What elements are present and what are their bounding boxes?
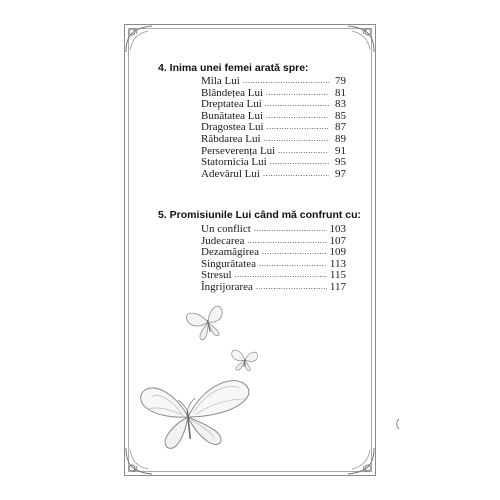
toc-page-number: 109 <box>329 246 346 259</box>
butterfly-icon <box>140 378 254 452</box>
toc-page-number: 97 <box>335 167 346 180</box>
butterfly-icon <box>230 349 259 373</box>
toc-entry-label: Adevărul Lui <box>201 167 260 180</box>
toc-entry-label: Dezamăgirea <box>201 246 260 259</box>
book-page <box>120 20 380 480</box>
toc-entry-label: Blândețea Lui <box>201 86 264 99</box>
butterfly-icon <box>185 305 227 342</box>
toc-page-number: 113 <box>329 257 346 270</box>
toc-entry-label: Judecarea <box>201 234 245 247</box>
toc-entry-label: Răbdarea Lui <box>201 132 261 145</box>
toc-page-number: 81 <box>335 86 346 99</box>
toc-entry-label: Bunătatea Lui <box>201 109 264 122</box>
section-title-5: 5. Promisiunile Lui când mă confrunt cu: <box>158 209 362 221</box>
toc-page-number: 87 <box>335 121 346 134</box>
toc-page-number: 91 <box>335 144 346 157</box>
toc-page-number: 103 <box>329 223 346 235</box>
toc-entry-label: Singurătatea <box>201 257 256 270</box>
toc-entry-label: Un conflict <box>201 223 251 235</box>
toc-page-number: 95 <box>335 156 346 169</box>
toc-page-number: 117 <box>329 280 346 293</box>
toc-entry-label: Dreptatea Lui <box>201 98 262 111</box>
butterfly-illustration <box>120 20 380 480</box>
toc-page-number: 107 <box>329 234 346 247</box>
toc-entry-label: Dragostea Lui <box>201 121 264 134</box>
toc-page-number: 89 <box>335 132 346 145</box>
toc-page-number: 83 <box>335 98 346 111</box>
toc-entry-label: Statornicia Lui <box>201 156 267 169</box>
toc-page-number: 79 <box>335 75 346 87</box>
toc-page-number: 115 <box>329 269 346 282</box>
toc-page-number: 85 <box>335 109 346 122</box>
toc-entry-label: Stresul <box>201 269 232 282</box>
toc-entry-label: Îngrijorarea <box>201 280 253 293</box>
section-title-4: 4. Inima unei femei arată spre: <box>158 62 309 74</box>
page-edge-mark <box>395 418 401 430</box>
toc-entry-label: Mila Lui <box>201 75 240 87</box>
toc-entry-label: Perseverența Lui <box>201 144 276 157</box>
